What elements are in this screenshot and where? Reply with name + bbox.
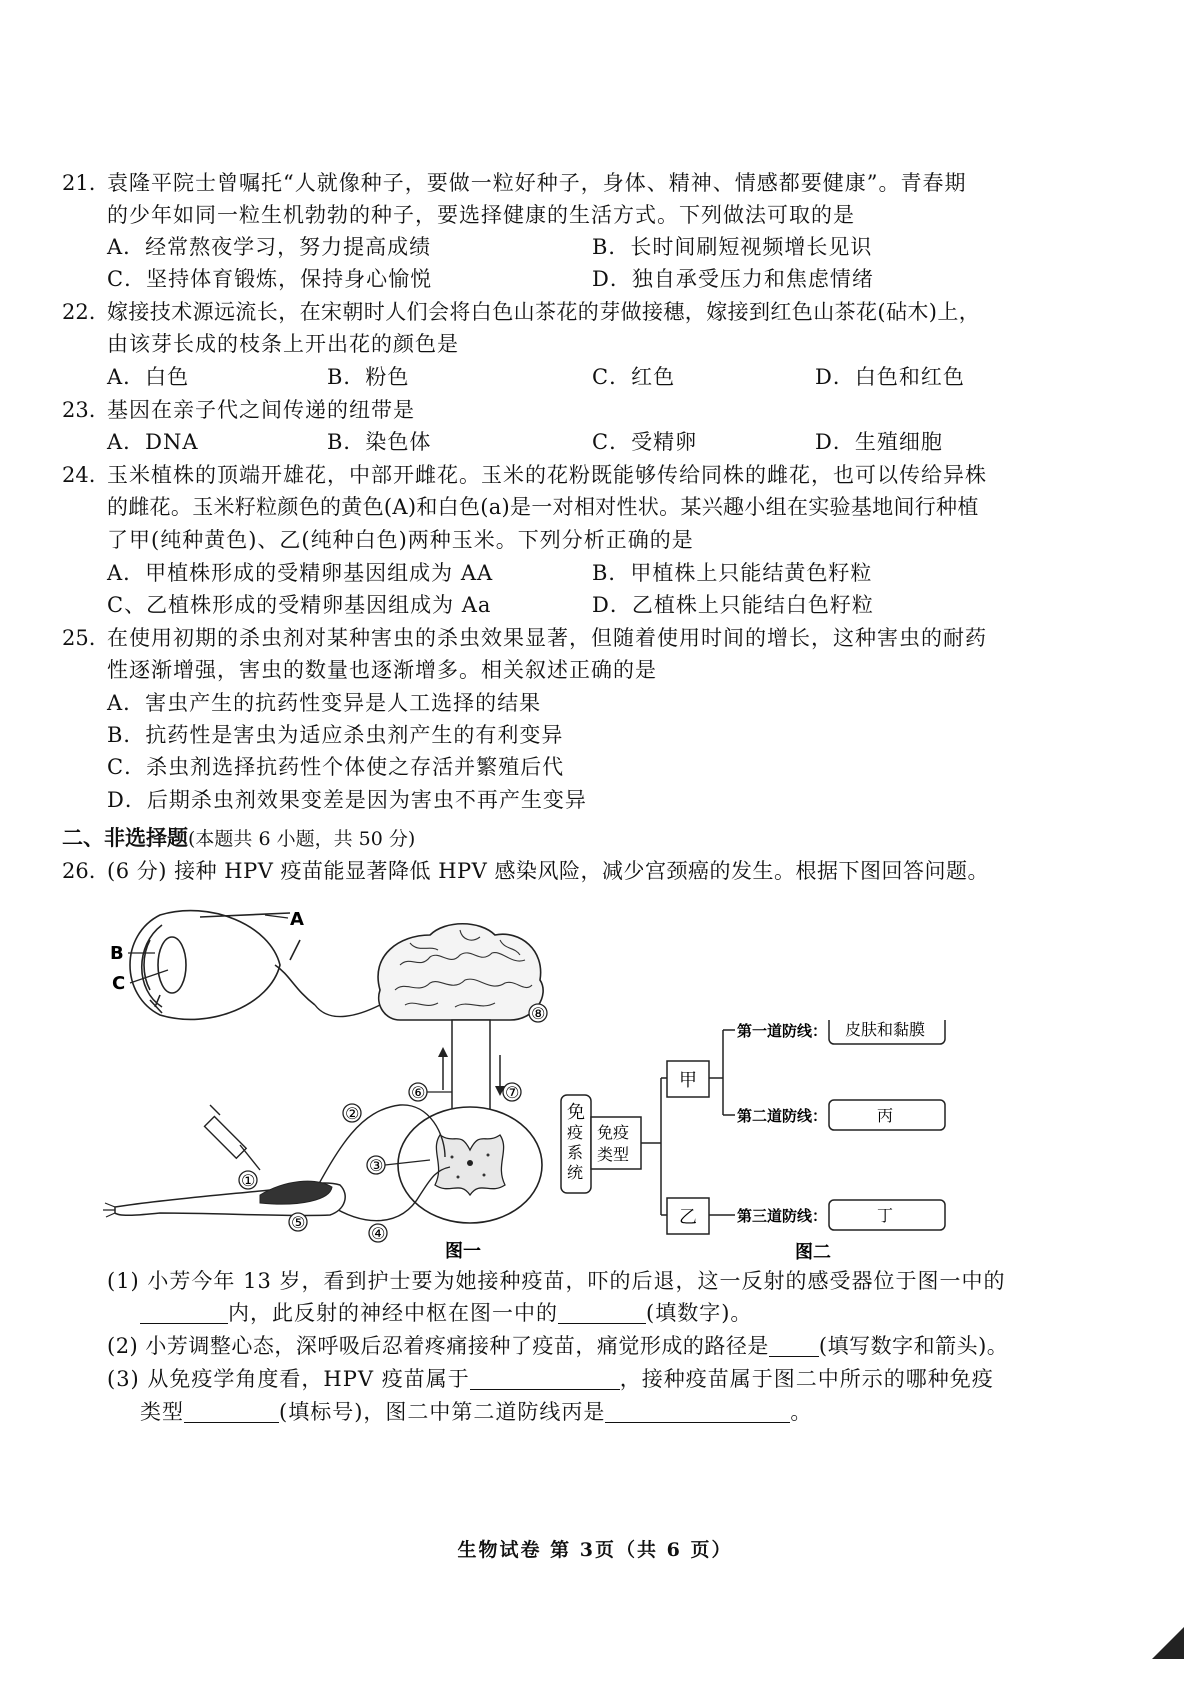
q23-option-a: A．DNA (107, 430, 199, 454)
num-3: ③ (369, 1156, 384, 1175)
figure-1-caption: 图一 (445, 1241, 481, 1262)
q25-stem-line1: 在使用初期的杀虫剂对某种害虫的杀虫效果显著，但随着使用时间的增长，这种害虫的耐药 (107, 626, 987, 650)
q23-option-d: D．生殖细胞 (815, 430, 943, 454)
label-b: B (110, 943, 124, 964)
immune-type-line-1: 免疫 (597, 1123, 630, 1142)
q24-option-c: C、乙植株形成的受精卵基因组成为 Aa (107, 593, 492, 617)
answer-blank-2[interactable] (558, 1301, 646, 1324)
figure-2 (555, 1020, 1005, 1265)
q25-option-b: B．抗药性是害虫为适应杀虫剂产生的有利变异 (107, 723, 564, 747)
q21-stem-line1: 袁隆平院士曾嘱托“人就像种子，要做一粒好种子，身体、精神、情感都要健康”。青春期 (107, 171, 967, 195)
q26-sub3-text-2c: 。 (790, 1400, 813, 1424)
q26-sub3-line2 (140, 1397, 812, 1427)
q26-sub1-line2 (140, 1298, 752, 1328)
section-2-title: 二、非选择题 (62, 825, 188, 850)
q21-option-d: D．独自承受压力和焦虑情绪 (592, 267, 874, 291)
root-char-1: 免 (567, 1102, 585, 1123)
num-8: ⑧ (531, 1004, 546, 1023)
q21-number: 21. (62, 171, 96, 195)
page-footer: 生物试卷 第 3页（共 6 页） (457, 1539, 733, 1561)
q23-option-b: B．染色体 (327, 430, 432, 454)
q24-number: 24. (62, 463, 96, 487)
answer-blank-3[interactable] (769, 1334, 819, 1357)
spinal-cord-section (398, 1107, 542, 1223)
eye-drawing (130, 911, 315, 1020)
q22-option-c: C．红色 (592, 365, 676, 389)
label-a: A (290, 909, 304, 930)
q22-option-b: B．粉色 (327, 365, 410, 389)
q24-option-a: A．甲植株形成的受精卵基因组成为 AA (107, 561, 494, 585)
q23-stem-line1: 基因在亲子代之间传递的纽带是 (107, 398, 415, 422)
answer-blank-5[interactable] (184, 1400, 279, 1423)
box-skin-label: 皮肤和黏膜 (845, 1020, 926, 1039)
line-1-label: 第一道防线： (737, 1022, 828, 1040)
section-2-heading (62, 823, 415, 854)
box-bing-label: 丙 (877, 1106, 894, 1125)
q22-stem-line2: 由该芽长成的枝条上开出花的颜色是 (107, 332, 459, 356)
q26-number: 26. (62, 859, 96, 883)
q26-sub1-line1: (1) 小芳今年 13 岁，看到护士要为她接种疫苗，吓的后退，这一反射的感受器位于图一中的 (107, 1269, 1006, 1293)
q24-option-b: B．甲植株上只能结黄色籽粒 (592, 561, 873, 585)
spinal-tract (452, 1020, 490, 1120)
q21-option-b: B．长时间刷短视频增长见识 (592, 235, 873, 259)
q22-option-d: D．白色和红色 (815, 365, 965, 389)
answer-blank-4[interactable] (470, 1367, 620, 1390)
q26-sub3-text-2a: 类型 (140, 1400, 184, 1424)
yi-label: 乙 (679, 1207, 697, 1228)
q26-stem: (6 分) 接种 HPV 疫苗能显著降低 HPV 感染风险，减少宫颈癌的发生。根据下图回答问题。 (107, 859, 990, 883)
q25-number: 25. (62, 626, 96, 650)
q25-stem-line2: 性逐渐增强，害虫的数量也逐渐增多。相关叙述正确的是 (107, 658, 657, 682)
immune-type-line-2: 类型 (597, 1145, 630, 1164)
q26-sub3-line1 (107, 1364, 994, 1394)
q21-stem-line2: 的少年如同一粒生机勃勃的种子，要选择健康的生活方式。下列做法可取的是 (107, 203, 855, 227)
q21-option-a: A．经常熬夜学习，努力提高成绩 (107, 235, 432, 259)
num-7: ⑦ (505, 1083, 520, 1102)
q26-sub2 (107, 1331, 1008, 1361)
figure-2-caption: 图二 (795, 1242, 831, 1263)
corner-mark (1150, 1625, 1186, 1661)
root-char-3: 系 (567, 1143, 584, 1162)
optic-nerve (315, 1005, 380, 1017)
num-5: ⑤ (291, 1213, 306, 1232)
label-c: C (112, 973, 126, 994)
syringe-icon (204, 1105, 260, 1170)
section-2-note: (本题共 6 小题，共 50 分) (188, 828, 416, 850)
q22-number: 22. (62, 300, 96, 324)
q26-sub3-text-1a: (3) 从免疫学角度看，HPV 疫苗属于 (107, 1367, 470, 1391)
box-ding-label: 丁 (877, 1206, 894, 1225)
line-3-label: 第三道防线： (737, 1207, 828, 1225)
q26-sub2-text-a: (2) 小芳调整心态，深呼吸后忍着疼痛接种了疫苗，痛觉形成的路径是 (107, 1334, 769, 1358)
answer-blank-1[interactable] (140, 1301, 228, 1324)
q24-stem-line2: 的雌花。玉米籽粒颜色的黄色(A)和白色(a)是一对相对性状。某兴趣小组在实验基地间行种植 (107, 495, 979, 519)
q25-option-d: D．后期杀虫剂效果变差是因为害虫不再产生变异 (107, 788, 587, 812)
jia-label: 甲 (679, 1070, 697, 1091)
root-char-2: 疫 (567, 1123, 584, 1142)
q26-sub1-text-2a: 内，此反射的神经中枢在图一中的 (228, 1301, 558, 1325)
num-2: ② (345, 1104, 360, 1123)
answer-blank-6[interactable] (605, 1400, 790, 1423)
q24-stem-line1: 玉米植株的顶端开雄花，中部开雌花。玉米的花粉既能够传给同株的雌花，也可以传给异株 (107, 463, 987, 487)
q26-sub3-text-2b: (填标号)，图二中第二道防线丙是 (279, 1400, 606, 1424)
arm-drawing (103, 1181, 345, 1217)
line-2-label: 第二道防线： (737, 1107, 828, 1125)
num-1: ① (241, 1171, 256, 1190)
q25-option-c: C．杀虫剂选择抗药性个体使之存活并繁殖后代 (107, 755, 565, 779)
figure-1 (100, 895, 560, 1265)
q23-option-c: C．受精卵 (592, 430, 698, 454)
q21-option-c: C．坚持体育锻炼，保持身心愉悦 (107, 267, 433, 291)
q22-option-a: A．白色 (107, 365, 190, 389)
num-4: ④ (371, 1224, 386, 1243)
q23-number: 23. (62, 398, 96, 422)
q26-sub3-text-1b: ，接种疫苗属于图二中所示的哪种免疫 (619, 1367, 994, 1391)
q22-stem-line1: 嫁接技术源远流长，在宋朝时人们会将白色山茶花的芽做接穗，嫁接到红色山茶花(砧木)上， (107, 300, 981, 324)
q26-sub1-text-2b: (填数字)。 (646, 1301, 753, 1325)
q26-sub2-text-b: (填写数字和箭头)。 (818, 1334, 1009, 1358)
q24-stem-line3: 了甲(纯种黄色)、乙(纯种白色)两种玉米。下列分析正确的是 (107, 528, 694, 552)
num-6: ⑥ (411, 1083, 426, 1102)
q24-option-d: D．乙植株上只能结白色籽粒 (592, 593, 874, 617)
root-char-4: 统 (567, 1163, 584, 1182)
q25-option-a: A．害虫产生的抗药性变异是人工选择的结果 (107, 691, 542, 715)
brain-drawing (378, 924, 543, 1020)
